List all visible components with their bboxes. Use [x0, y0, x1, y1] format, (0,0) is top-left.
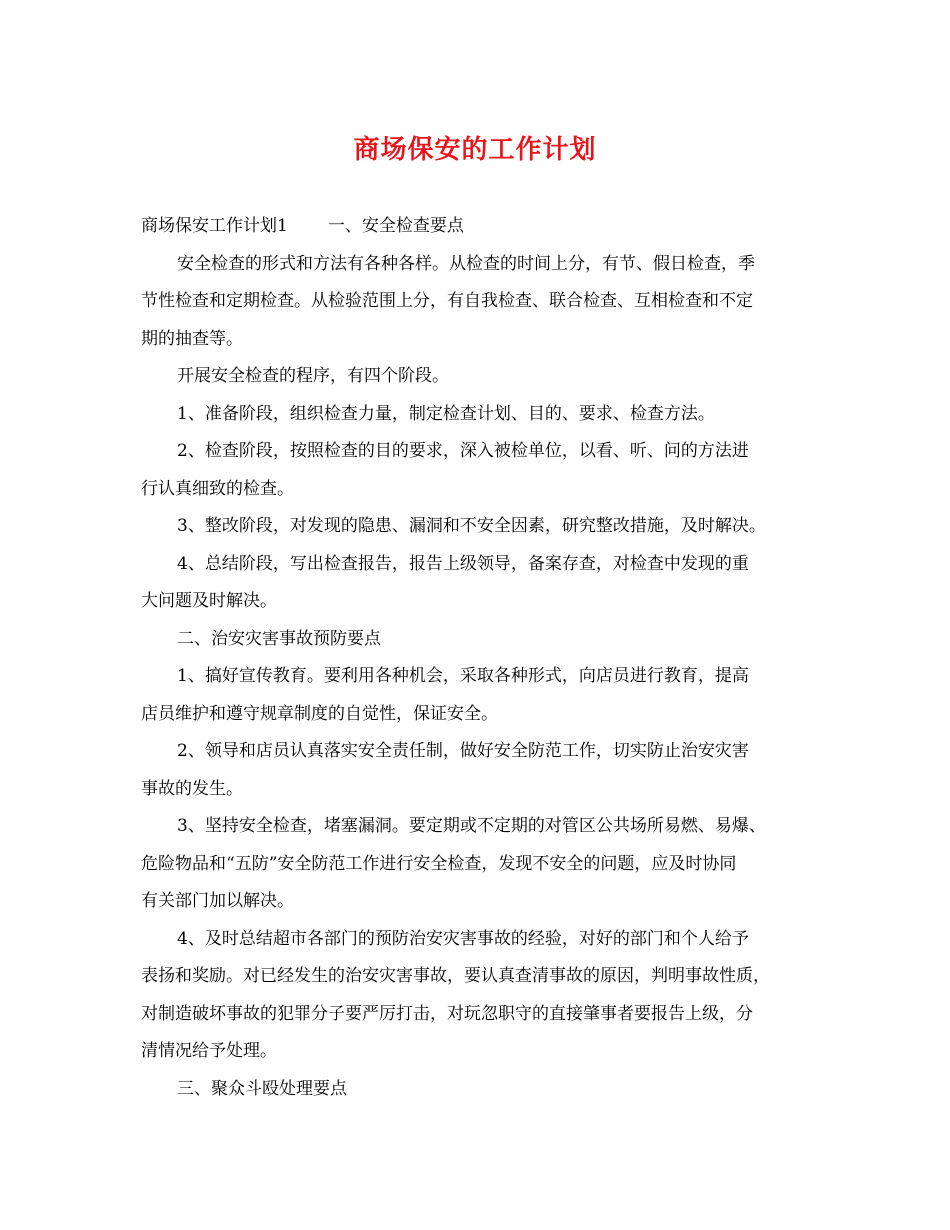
list-item: 3、坚持安全检查，堵塞漏洞。要定期或不定期的对管区公共场所易燃、易爆、 — [177, 816, 766, 836]
list-item: 2、检查阶段，按照检查的目的要求，深入被检单位，以看、听、问的方法进 — [177, 441, 749, 461]
paragraph-line: 安全检查的形式和方法有各种各样。从检查的时间上分，有节、假日检查，季 — [177, 253, 755, 274]
paragraph-line: 行认真细致的检查。 — [141, 478, 294, 499]
section-heading-1: 一、安全检查要点 — [327, 216, 464, 236]
paragraph-line: 期的抽查等。 — [141, 328, 243, 349]
list-item: 3、整改阶段，对发现的隐患、漏洞和不安全因素，研究整改措施，及时解决。 — [177, 516, 766, 536]
paragraph-line: 店员维护和遵守规章制度的自觉性，保证安全。 — [141, 703, 498, 724]
list-item: 4、总结阶段，写出检查报告，报告上级领导，备案存查，对检查中发现的重 — [177, 553, 749, 574]
paragraph-line: 事故的发生。 — [141, 778, 243, 799]
paragraph-line: 表扬和奖励。对已经发生的治安灾害事故，要认真查清事故的原因，判明事故性质， — [141, 966, 770, 986]
paragraph-line: 节性检查和定期检查。从检验范围上分，有自我检查、联合检查、互相检查和不定 — [141, 291, 753, 311]
plan-number-label: 商场保安工作计划1 — [141, 216, 288, 236]
paragraph-line: 有关部门加以解决。 — [141, 891, 294, 911]
paragraph-line: 大问题及时解决。 — [141, 591, 277, 611]
document-title: 商场保安的工作计划 — [353, 135, 597, 165]
plan-heading-line — [141, 208, 831, 246]
paragraph-line: 清情况给予处理。 — [141, 1041, 277, 1061]
document-body — [141, 208, 831, 1108]
section-heading-3: 三、聚众斗殴处理要点 — [177, 1078, 347, 1099]
paragraph-line: 危险物品和“五防”安全防范工作进行安全检查，发现不安全的问题，应及时协同 — [141, 853, 737, 874]
list-item: 2、领导和店员认真落实安全责任制，做好安全防范工作，切实防止治安灾害 — [177, 741, 749, 761]
paragraph-line: 对制造破坏事故的犯罪分子要严厉打击，对玩忽职守的直接肇事者要报告上级，分 — [141, 1003, 753, 1024]
list-item: 1、搞好宣传教育。要利用各种机会，采取各种形式，向店员进行教育，提高 — [177, 666, 749, 686]
paragraph-line: 开展安全检查的程序，有四个阶段。 — [177, 366, 449, 386]
list-item: 1、准备阶段，组织检查力量，制定检查计划、目的、要求、检查方法。 — [177, 403, 715, 424]
list-item: 4、及时总结超市各部门的预防治安灾害事故的经验，对好的部门和个人给予 — [177, 928, 749, 949]
section-heading-2: 二、治安灾害事故预防要点 — [177, 628, 381, 649]
